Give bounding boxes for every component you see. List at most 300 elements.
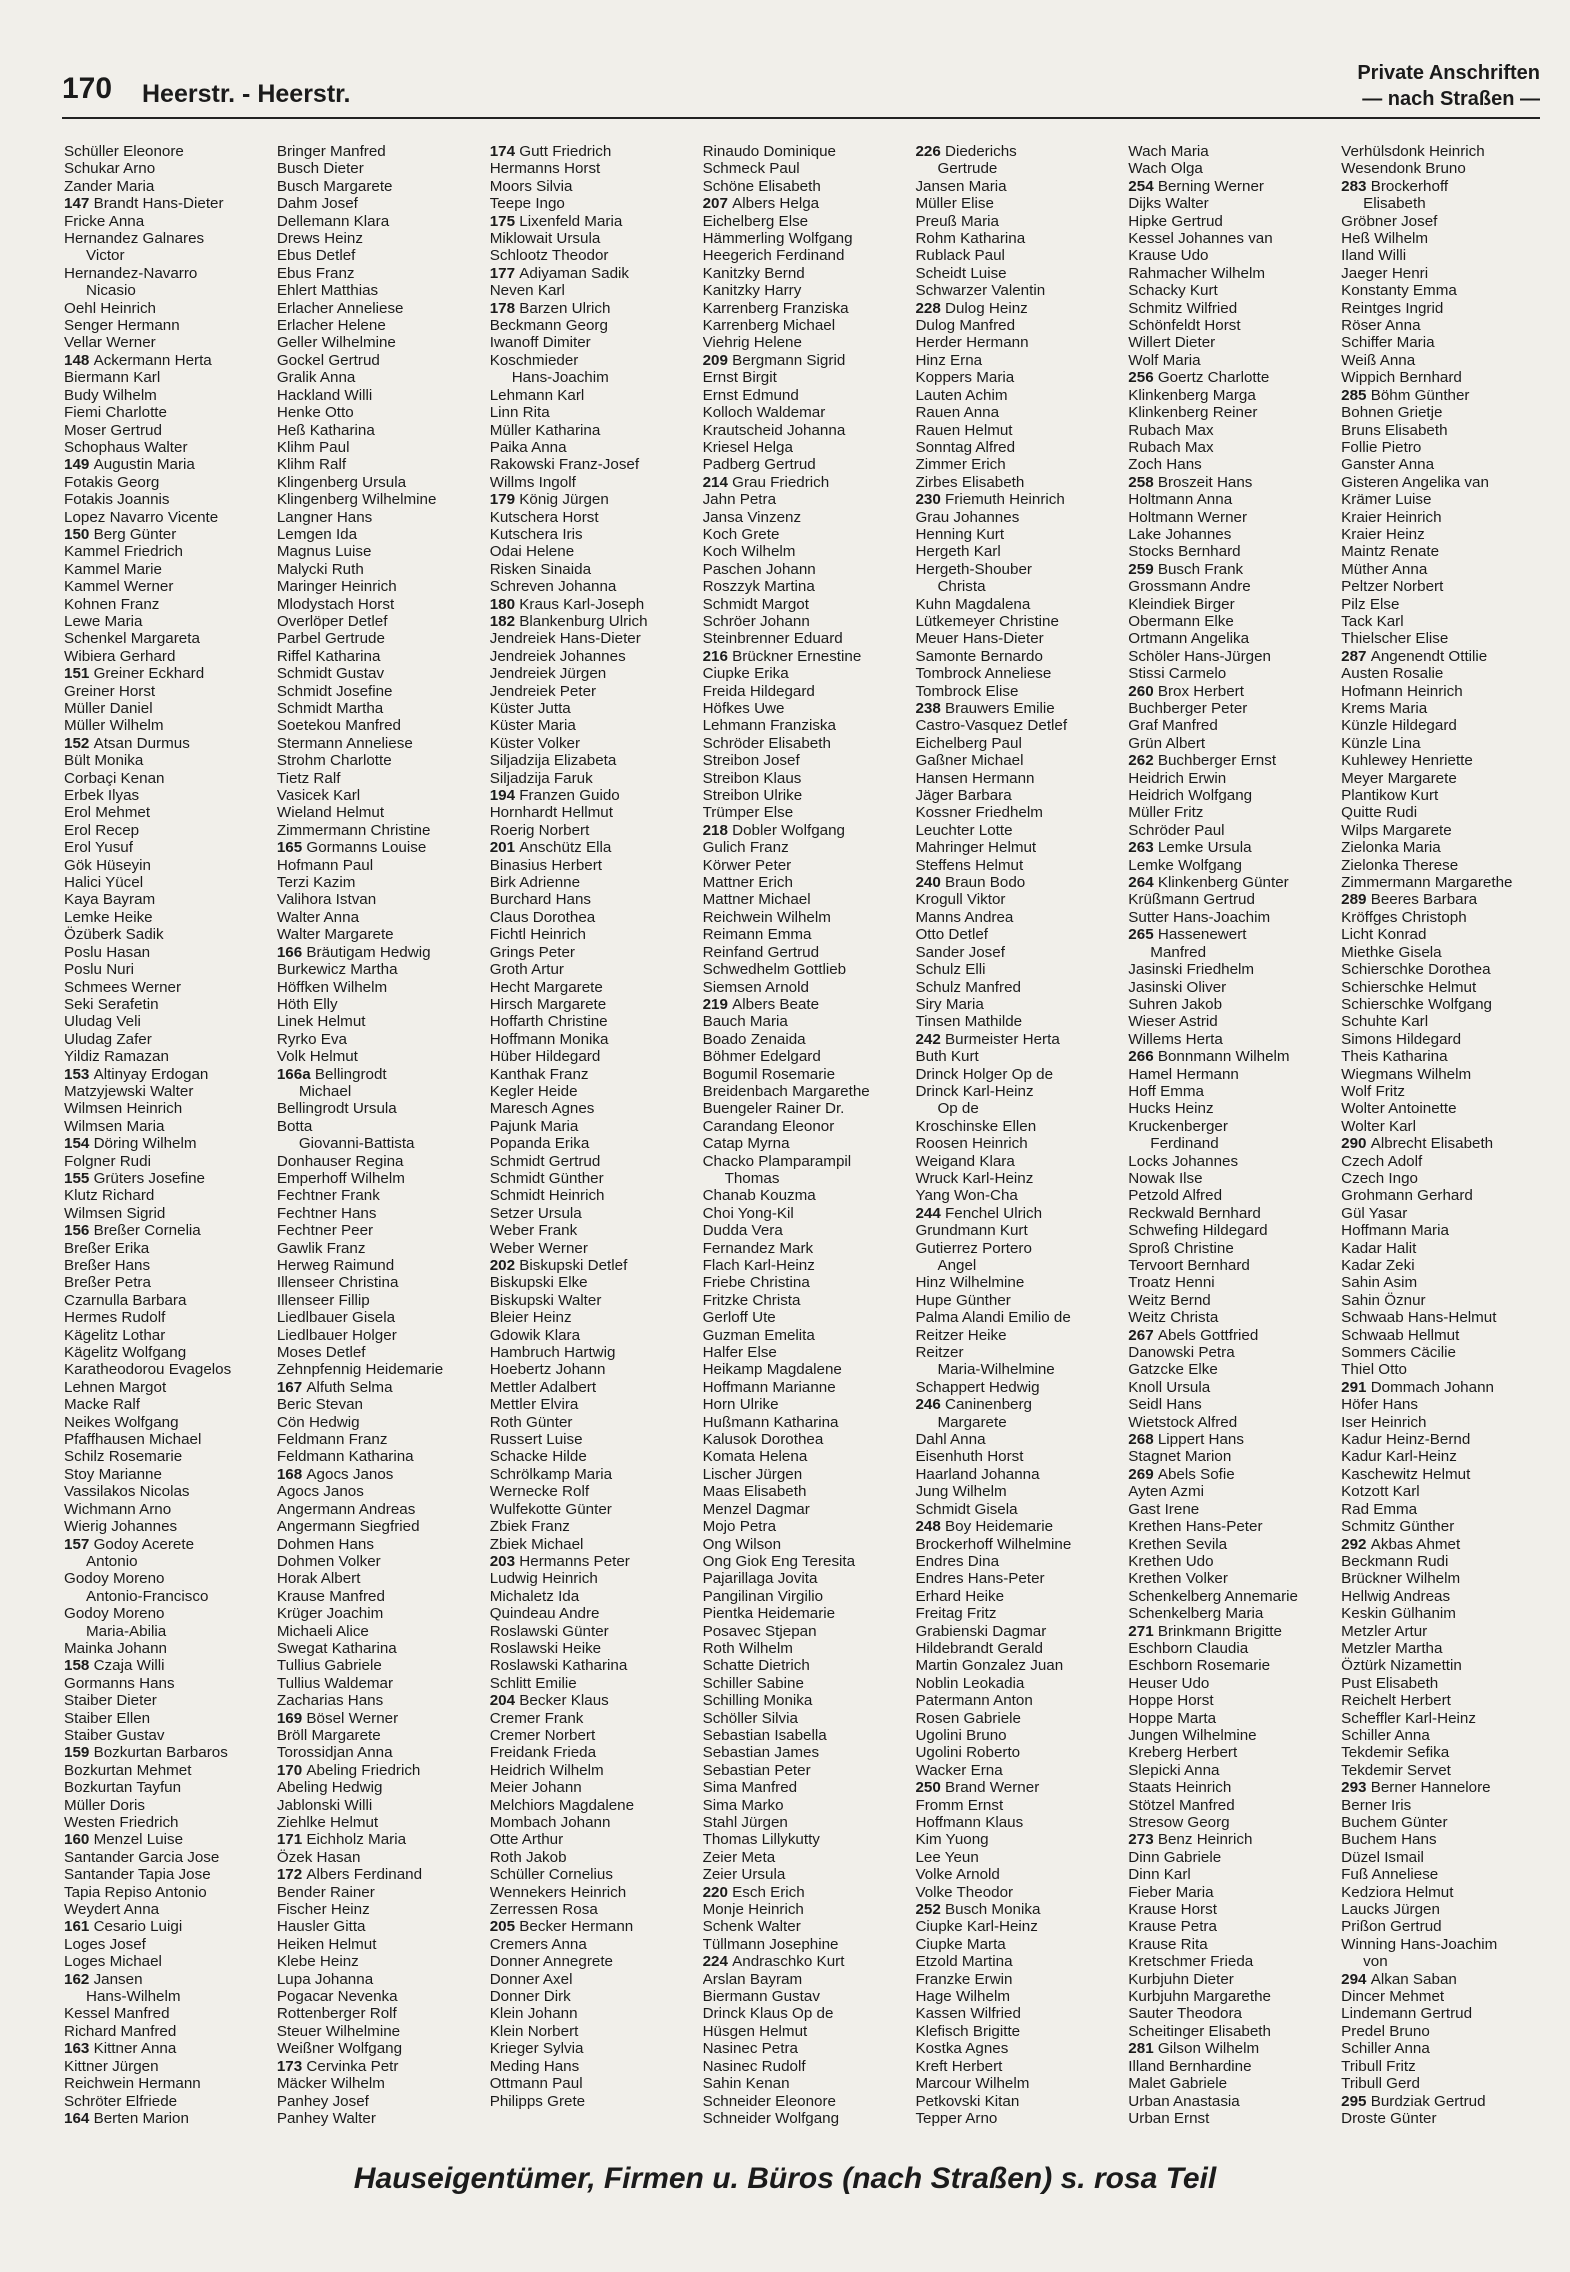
list-item: Schröder Paul (1128, 821, 1225, 839)
list-item: Rauen Helmut (915, 421, 1013, 439)
list-item: Ehlert Matthias (276, 282, 379, 300)
list-item: Odai Helene (489, 543, 575, 561)
list-item: Liedlbauer Gisela (276, 1309, 396, 1327)
house-number: 173 (276, 2057, 307, 2075)
list-item: Weydert Anna (64, 1901, 160, 1919)
house-number: 153 (64, 1065, 94, 1083)
list-item: Müller Wilhelm (64, 717, 164, 735)
list-item: Walter Anna (276, 908, 360, 926)
list-item: Quitte Rudi (1341, 804, 1418, 822)
list-item: Schiller Anna (1341, 2040, 1430, 2058)
list-item: Karatheodorou Evagelos (64, 1361, 232, 1379)
house-number: 150 (64, 525, 94, 543)
list-item: Hupe Günther (915, 1291, 1011, 1309)
list-item: Gisteren Angelika van (1341, 473, 1489, 491)
list-item: Schiller Sabine (702, 1674, 804, 1692)
list-item: Lopez Navarro Vicente (64, 508, 219, 526)
list-item: Höffken Wilhelm (276, 978, 388, 996)
list-item: Sebastian James (702, 1744, 820, 1762)
list-item: Maringer Heinrich (276, 578, 397, 596)
list-item: Biermann Karl (64, 369, 161, 387)
list-item: Künzle Hildegard (1341, 717, 1457, 735)
list-item: Horak Albert (276, 1570, 361, 1588)
list-item: Otte Arthur (489, 1831, 564, 1849)
list-item: 269 Abels Sofie (1128, 1465, 1235, 1483)
house-number: 205 (489, 1918, 520, 1936)
list-item: Hergeth-Shouber (915, 560, 1032, 578)
list-item: Heiken Helmut (276, 1935, 377, 1953)
list-item: Schierschke Wolfgang (1341, 995, 1492, 1013)
house-number: 175 (489, 212, 520, 230)
list-item: Rublack Paul (915, 247, 1005, 265)
house-number: 155 (64, 1169, 94, 1187)
list-item: Mombach Johann (489, 1814, 611, 1831)
list-item: Thiel Otto (1341, 1361, 1407, 1379)
list-item: Schmidt Josefine (276, 682, 393, 700)
list-item: Ciupke Erika (702, 665, 789, 683)
list-item: Schenkelberg Maria (1128, 1605, 1264, 1623)
list-item: Vasicek Karl (276, 787, 361, 805)
list-item: Pajunk Maria (489, 1117, 579, 1135)
list-item: Fritzke Christa (702, 1291, 801, 1309)
list-item: Swegat Katharina (276, 1639, 397, 1657)
list-item: Gröbner Josef (1341, 212, 1438, 230)
list-item: Schophaus Walter (64, 438, 188, 456)
column-6 (1128, 143, 1340, 2143)
list-item: Tribull Gerd (1341, 2075, 1420, 2093)
list-item: Beric Stevan (276, 1396, 363, 1414)
list-item: Dahm Josef (276, 195, 358, 213)
list-item: Gertrude (937, 160, 998, 178)
list-item: Iser Heinrich (1341, 1413, 1427, 1431)
list-item: Hucks Heinz (1128, 1100, 1214, 1118)
column-2 (277, 143, 489, 2143)
list-item: Dudda Vera (702, 1222, 783, 1240)
list-item: Schilling Monika (702, 1692, 813, 1710)
list-item: von (1363, 1953, 1388, 1971)
list-item: 240 Braun Bodo (915, 874, 1026, 892)
list-item: Geller Wilhelmine (276, 334, 396, 352)
list-item: Hinz Wilhelmine (915, 1274, 1025, 1292)
list-item: Czech Adolf (1341, 1152, 1423, 1170)
list-item: 219 Albers Beate (702, 995, 820, 1013)
list-item: Meyer Margarete (1341, 769, 1457, 787)
house-number: 287 (1341, 647, 1371, 665)
list-item: 154 Döring Wilhelm (64, 1135, 197, 1153)
list-item: Chacko Plamparampil (702, 1152, 852, 1170)
list-item: Horn Ulrike (702, 1396, 779, 1414)
list-item: 250 Brand Werner (915, 1779, 1040, 1797)
house-number: 244 (915, 1204, 945, 1222)
list-item: Liedlbauer Holger (276, 1326, 397, 1344)
list-item: Höfkes Uwe (702, 700, 785, 717)
list-item: Schwaab Hellmut (1341, 1326, 1460, 1344)
house-number: 264 (1128, 874, 1158, 892)
house-number: 265 (1128, 926, 1158, 944)
list-item: 266 Bonnmann Wilhelm (1128, 1048, 1290, 1066)
list-item: Cremer Norbert (489, 1726, 596, 1744)
list-item: Iwanoff Dimiter (489, 334, 591, 352)
list-item: Staiber Gustav (64, 1726, 165, 1744)
list-item: Troatz Henni (1128, 1274, 1215, 1292)
list-item: Kriesel Helga (702, 438, 793, 456)
list-item: Agocs Janos (276, 1483, 364, 1501)
house-number: 283 (1341, 177, 1371, 195)
house-number: 167 (276, 1378, 307, 1396)
list-item: Cremer Frank (489, 1709, 584, 1727)
list-item: Röser Anna (1341, 317, 1421, 335)
list-item: 175 Lixenfeld Maria (489, 212, 623, 230)
list-item: Roth Günter (489, 1413, 573, 1431)
list-item: Noblin Leokadia (915, 1674, 1025, 1692)
list-item: Stagnet Marion (1128, 1448, 1232, 1466)
list-item: Corbaçi Kenan (64, 769, 165, 787)
list-item: Hellwig Andreas (1341, 1587, 1451, 1605)
list-item: Illenseer Christina (276, 1274, 399, 1292)
list-item: Drinck Karl-Heinz (915, 1082, 1034, 1100)
list-item: Hämmerling Wolfgang (702, 230, 853, 248)
list-item: 214 Grau Friedrich (702, 473, 830, 491)
list-item: Hernandez Galnares (64, 230, 205, 248)
list-item: Zerressen Rosa (489, 1901, 598, 1919)
list-item: Bauch Maria (702, 1013, 788, 1031)
list-item: Willms Ingolf (489, 473, 576, 491)
list-item: Kroschinske Ellen (915, 1117, 1037, 1135)
list-item: Petkovski Kitan (915, 2092, 1020, 2110)
list-item: Petzold Alfred (1128, 1187, 1223, 1205)
list-item: Peltzer Norbert (1341, 578, 1444, 596)
list-item: 171 Eichholz Maria (276, 1831, 407, 1849)
house-number: 149 (64, 456, 94, 474)
house-number: 178 (489, 299, 520, 317)
list-item: Rohm Katharina (915, 230, 1026, 248)
list-item: Reinfand Gertrud (702, 943, 820, 961)
house-number: 254 (1128, 177, 1158, 195)
list-item: Kammel Marie (64, 560, 162, 578)
list-item: Tinsen Mathilde (915, 1013, 1023, 1031)
list-item: Berner Iris (1341, 1796, 1412, 1814)
list-item: Schmees Werner (64, 978, 182, 996)
list-item: Endres Dina (915, 1552, 1000, 1570)
list-item: Leuchter Lotte (915, 821, 1013, 839)
list-item: Claus Dorothea (489, 908, 596, 926)
list-item: 170 Abeling Friedrich (276, 1761, 421, 1779)
list-item: Walter Margarete (276, 926, 394, 944)
list-item: Weitz Bernd (1128, 1291, 1211, 1309)
list-item: Höfer Hans (1341, 1396, 1418, 1414)
house-number: 172 (276, 1866, 307, 1884)
house-number: 262 (1128, 752, 1158, 770)
list-item: Breßer Erika (64, 1239, 150, 1257)
list-item: Moses Detlef (276, 1344, 366, 1362)
list-item: 165 Gormanns Louise (276, 839, 427, 857)
list-item: Loges Michael (64, 1953, 162, 1971)
list-item: Groth Artur (489, 961, 564, 979)
list-item: Kassen Wilfried (915, 2005, 1021, 2023)
list-item: Krethen Volker (1128, 1570, 1228, 1588)
list-item: Ugolini Bruno (915, 1726, 1007, 1744)
list-item: Dahl Anna (915, 1431, 986, 1449)
list-item: Ugolini Roberto (915, 1744, 1021, 1762)
list-item: Erbek Ilyas (64, 787, 140, 805)
section-header (1357, 60, 1540, 112)
list-item: 271 Brinkmann Brigitte (1128, 1622, 1282, 1640)
list-item: Freitag Fritz (915, 1605, 997, 1623)
house-number: 289 (1341, 891, 1371, 909)
list-item: 168 Agocs Janos (276, 1465, 394, 1483)
house-number: 169 (276, 1709, 307, 1727)
list-item: Heuser Udo (1128, 1674, 1210, 1692)
list-item: 163 Kittner Anna (64, 2040, 177, 2058)
list-item: Valihora Istvan (276, 891, 377, 909)
list-item: Kleindiek Birger (1128, 595, 1235, 613)
list-item: Krethen Udo (1128, 1552, 1214, 1570)
list-item: Lemke Heike (64, 908, 153, 926)
list-item: 289 Beeres Barbara (1341, 891, 1478, 909)
list-item: Hecht Margarete (489, 978, 603, 996)
list-item: 259 Busch Frank (1128, 560, 1244, 578)
list-item: Teepe Ingo (489, 195, 565, 213)
list-item: Kuhn Magdalena (915, 595, 1031, 613)
house-number: 266 (1128, 1048, 1158, 1066)
list-item: Oehl Heinrich (64, 299, 157, 317)
list-item: 173 Cervinka Petr (276, 2057, 399, 2075)
list-item: Wolter Karl (1341, 1117, 1416, 1135)
house-number: 207 (702, 195, 733, 213)
list-item: Hackland Willi (276, 386, 373, 404)
list-item: Nowak Ilse (1128, 1169, 1203, 1187)
list-item: Carandang Eleonor (702, 1117, 835, 1135)
list-item: Reichelt Herbert (1341, 1692, 1451, 1710)
list-item: Austen Rosalie (1341, 665, 1444, 683)
list-item: Roosen Heinrich (915, 1135, 1028, 1153)
list-item: Hüber Hildegard (489, 1048, 601, 1066)
list-item: Wilmsen Sigrid (64, 1204, 166, 1222)
list-item: Klinkenberg Reiner (1128, 404, 1258, 422)
list-item: Angel (937, 1257, 977, 1274)
list-item: Antonio-Francisco (86, 1587, 209, 1605)
list-item: Sahin Öznur (1341, 1291, 1426, 1309)
list-item: Steuer Wilhelmine (276, 2022, 401, 2040)
list-item: Franzke Erwin (915, 1970, 1013, 1988)
list-item: Schöller Silvia (702, 1709, 798, 1727)
list-item: Schulz Elli (915, 961, 986, 979)
list-item: Lake Johannes (1128, 525, 1232, 543)
list-item: Maria-Abilia (86, 1622, 167, 1640)
list-item: Müller Elise (915, 195, 994, 213)
house-number: 281 (1128, 2040, 1158, 2058)
list-item: Hornhardt Hellmut (489, 804, 613, 822)
list-item: Droste Günter (1341, 2109, 1437, 2127)
list-item: Hildebrandt Gerald (915, 1639, 1043, 1657)
list-item: Herweg Raimund (276, 1257, 395, 1274)
list-item: Christa (937, 578, 986, 596)
list-item: Schmidt Gisela (915, 1500, 1018, 1518)
list-item: Fechtner Hans (276, 1204, 377, 1222)
list-item: Czech Ingo (1341, 1169, 1418, 1187)
list-item: 267 Abels Gottfried (1128, 1326, 1259, 1344)
list-item: Greiner Horst (64, 682, 156, 700)
list-item: Schneider Wolfgang (702, 2109, 840, 2127)
list-item: Lehmann Karl (489, 386, 585, 404)
list-item: Willert Dieter (1128, 334, 1216, 352)
house-number: 203 (489, 1552, 520, 1570)
list-item: Lemgen Ida (276, 525, 358, 543)
list-item: Trümper Else (702, 804, 794, 822)
list-item: Hirsch Margarete (489, 995, 607, 1013)
list-item: Margarete (937, 1413, 1007, 1431)
list-item: Kadur Heinz-Bernd (1341, 1431, 1471, 1449)
list-item: Hofmann Paul (276, 856, 374, 874)
list-item: Roth Wilhelm (702, 1639, 793, 1657)
list-item: Mettler Elvira (489, 1396, 579, 1414)
list-item: Klihm Paul (276, 438, 350, 456)
list-item: 242 Burmeister Herta (915, 1030, 1060, 1048)
list-item: Hambruch Hartwig (489, 1344, 616, 1362)
list-item: Suhren Jakob (1128, 995, 1223, 1013)
list-item: 164 Berten Marion (64, 2109, 189, 2127)
list-item: Riffel Katharina (276, 647, 381, 665)
list-item: Soetekou Manfred (276, 717, 401, 735)
list-item: Staiber Ellen (64, 1709, 151, 1727)
house-number: 250 (915, 1779, 945, 1797)
header-rule (62, 117, 1540, 119)
list-item: Henke Otto (276, 404, 354, 422)
list-item: Öztürk Nizamettin (1341, 1657, 1462, 1675)
list-item: Eisenhuth Horst (915, 1448, 1024, 1466)
list-item: Klutz Richard (64, 1187, 155, 1205)
list-item: Sauter Theodora (1128, 2005, 1243, 2023)
list-item: Henning Kurt (915, 525, 1005, 543)
list-item: Theis Katharina (1341, 1048, 1448, 1066)
list-item: Schatte Dietrich (702, 1657, 810, 1675)
list-item: Gül Yasar (1341, 1204, 1408, 1222)
list-item: Nasinec Rudolf (702, 2057, 806, 2075)
list-item: Krieger Sylvia (489, 2040, 584, 2058)
list-item: Lehmann Franziska (702, 717, 836, 735)
list-item: Poslu Hasan (64, 943, 151, 961)
list-item: Zimmermann Margarethe (1341, 874, 1513, 892)
list-item: Zirbes Elisabeth (915, 473, 1025, 491)
house-number: 151 (64, 665, 94, 683)
list-item: Graf Manfred (1128, 717, 1218, 735)
list-item: Rahmacher Wilhelm (1128, 264, 1266, 282)
list-item: Lischer Jürgen (702, 1465, 803, 1483)
list-item: Abeling Hedwig (276, 1779, 383, 1797)
list-item: Gök Hüseyin (64, 856, 151, 874)
house-number: 177 (489, 264, 520, 282)
house-number: 259 (1128, 560, 1158, 578)
list-item: Kotzott Karl (1341, 1483, 1420, 1501)
list-item: Predel Bruno (1341, 2022, 1430, 2040)
list-item: Maria-Wilhelmine (937, 1361, 1055, 1379)
list-item: Roth Jakob (489, 1848, 567, 1866)
list-item: Schwefing Hildegard (1128, 1222, 1268, 1240)
list-item: Müller Katharina (489, 421, 601, 439)
page-heading: Heerstr. - Heerstr. (142, 80, 351, 108)
list-item: Reckwald Bernhard (1128, 1204, 1261, 1222)
house-number: 285 (1341, 386, 1371, 404)
list-item: Illand Bernhardine (1128, 2057, 1252, 2075)
list-item: Schacky Kurt (1128, 282, 1218, 300)
list-item: Volke Arnold (915, 1866, 1000, 1884)
list-item: Westen Friedrich (64, 1814, 179, 1831)
house-number: 218 (702, 821, 733, 839)
list-item: Jendreiek Jürgen (489, 665, 607, 683)
list-item: Stötzel Manfred (1128, 1796, 1235, 1814)
list-item: Gockel Gertrud (276, 351, 380, 369)
list-item: Hans-Wilhelm (86, 1988, 181, 2006)
list-item: Hoffmann Klaus (915, 1814, 1024, 1831)
list-item: Heegerich Ferdinand (702, 247, 845, 265)
list-item: Schreven Johanna (489, 578, 617, 596)
list-item: Matzyjewski Walter (64, 1082, 194, 1100)
list-item: Dincer Mehmet (1341, 1988, 1445, 2006)
list-item: 230 Friemuth Heinrich (915, 491, 1065, 509)
list-item: Hermanns Horst (489, 160, 601, 178)
list-item: Bröll Margarete (276, 1726, 381, 1744)
list-item: Schierschke Helmut (1341, 978, 1477, 996)
house-number: 242 (915, 1030, 945, 1048)
list-item: Kessel Johannes van (1128, 230, 1273, 248)
house-number: 168 (276, 1465, 307, 1483)
list-item: Mäcker Wilhelm (276, 2075, 385, 2093)
list-item: Grundmann Kurt (915, 1222, 1028, 1240)
list-item: 218 Dobler Wolfgang (702, 821, 845, 839)
list-item: Iland Willi (1341, 247, 1407, 265)
list-item: Jasinski Friedhelm (1128, 961, 1255, 979)
list-item: 216 Brückner Ernestine (702, 647, 862, 665)
list-item: Kuhlewey Henriette (1341, 752, 1473, 770)
list-item: Schröer Johann (702, 612, 810, 630)
list-item: Tombrock Elise (915, 682, 1019, 700)
list-item: 162 Jansen (64, 1970, 143, 1988)
list-item: Müller Doris (64, 1796, 146, 1814)
list-item: Martin Gonzalez Juan (915, 1657, 1064, 1675)
list-item: Schmidt Günther (489, 1169, 604, 1187)
list-item: Uludag Veli (64, 1013, 141, 1031)
list-item: Küster Jutta (489, 700, 571, 717)
list-item: Roszzyk Martina (702, 578, 815, 596)
list-item: Weber Frank (489, 1222, 578, 1240)
list-item: Breidenbach Margarethe (702, 1082, 870, 1100)
list-item: 149 Augustin Maria (64, 456, 195, 474)
list-item: Schmidt Gustav (276, 665, 385, 683)
list-item: Bringer Manfred (276, 143, 386, 160)
list-item: 264 Klinkenberg Günter (1128, 874, 1289, 892)
list-item: Ottmann Paul (489, 2075, 583, 2093)
list-item: Wesendonk Bruno (1341, 160, 1466, 178)
list-item: Cremers Anna (489, 1935, 587, 1953)
house-number: 170 (276, 1761, 307, 1779)
list-item: Tullius Gabriele (276, 1657, 382, 1675)
list-item: 268 Lippert Hans (1128, 1431, 1244, 1449)
list-item: Schöne Elisabeth (702, 177, 821, 195)
house-number: 159 (64, 1744, 94, 1762)
house-number: 216 (702, 647, 733, 665)
list-item: Wiegmans Wilhelm (1341, 1065, 1472, 1083)
list-item: Grabienski Dagmar (915, 1622, 1047, 1640)
list-item: 209 Bergmann Sigrid (702, 351, 846, 369)
list-item: 207 Albers Helga (702, 195, 820, 213)
list-item: Halfer Else (702, 1344, 777, 1362)
list-item: Rinaudo Dominique (702, 143, 836, 160)
house-number: 263 (1128, 839, 1158, 857)
list-item: Tombrock Anneliese (915, 665, 1052, 683)
list-item: Hansen Hermann (915, 769, 1035, 787)
list-item: Fechtner Frank (276, 1187, 380, 1205)
list-item: Samonte Bernardo (915, 647, 1043, 665)
